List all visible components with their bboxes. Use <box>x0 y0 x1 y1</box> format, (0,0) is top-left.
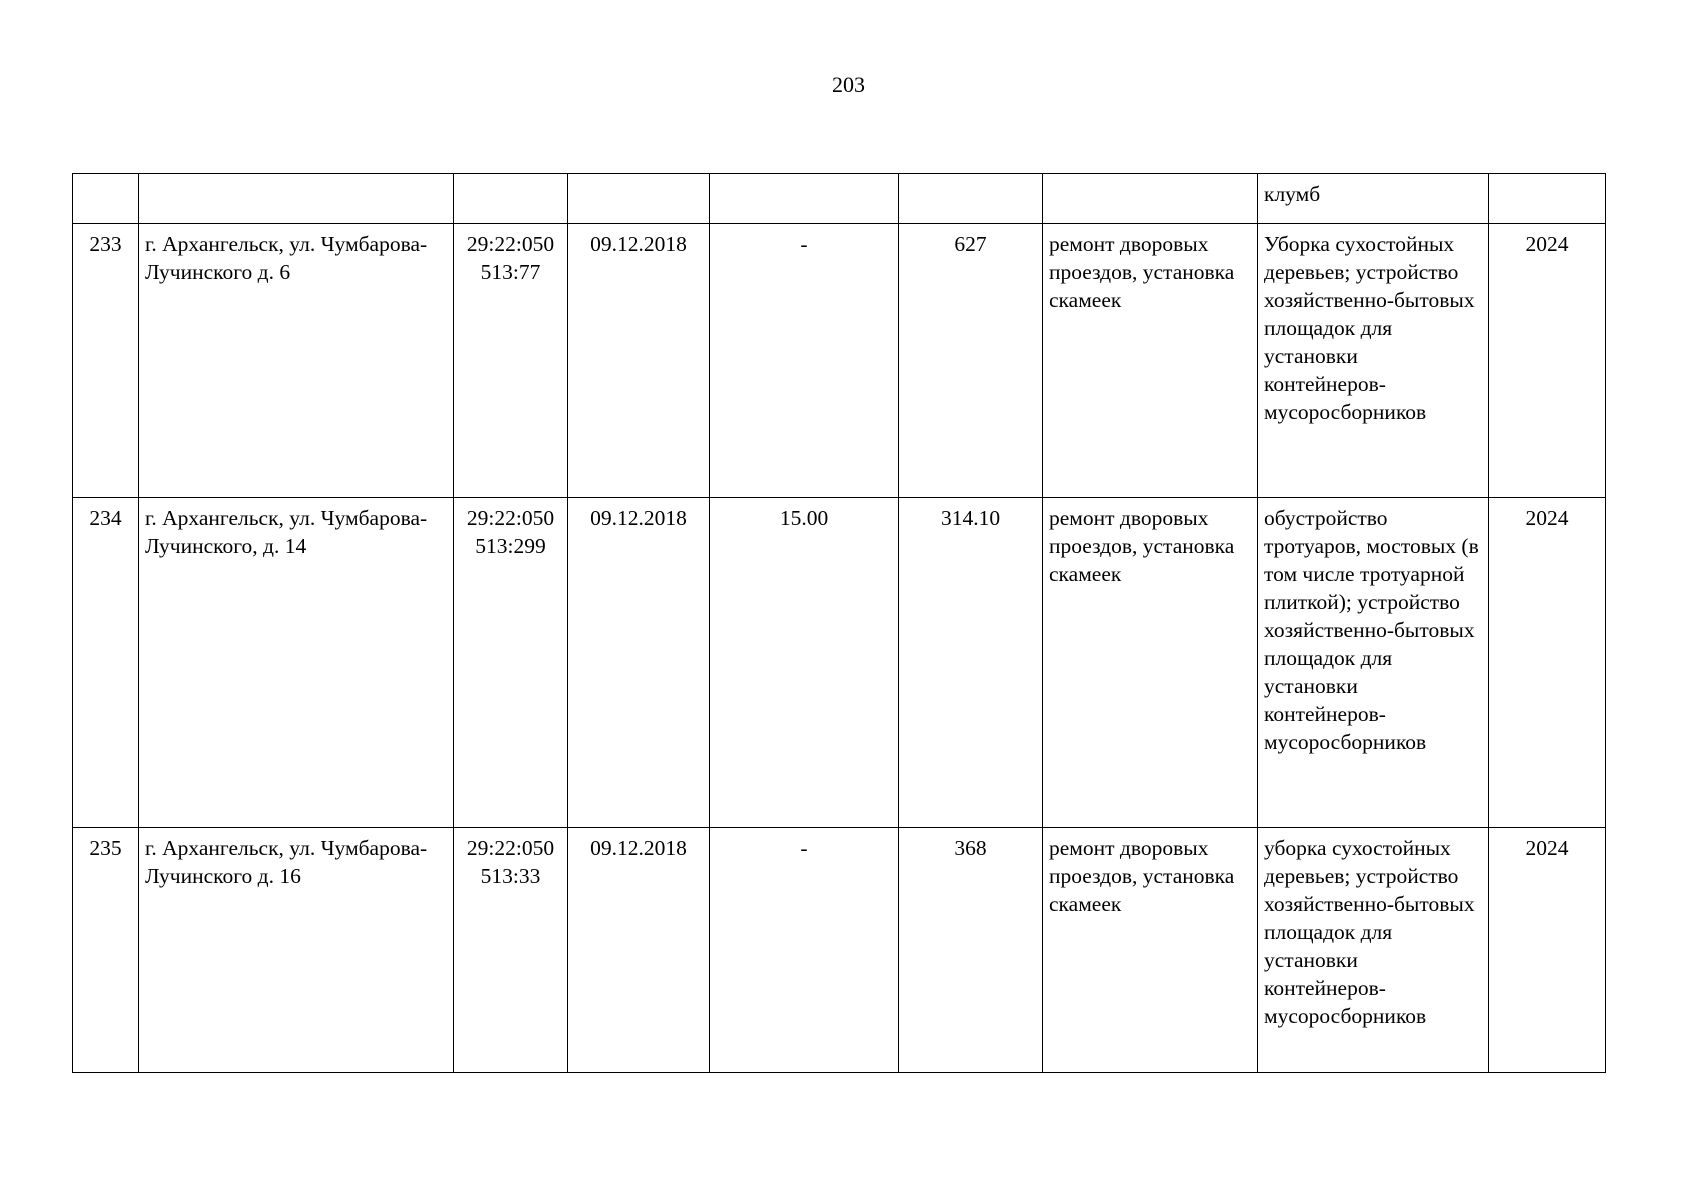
cell-year: 2024 <box>1489 224 1606 498</box>
cell-value-b <box>899 174 1043 224</box>
cell-date: 09.12.2018 <box>568 224 710 498</box>
cell-cadastral <box>454 174 568 224</box>
cell-address: г. Архангельск, ул. Чумбарова-Лучинского, д. 14 <box>139 498 454 828</box>
cell-value-b: 314.10 <box>899 498 1043 828</box>
cell-work-type-2: уборка сухостойных деревьев; устройство хозяйственно-бытовых площадок для установки контейнеров-мусоросборников <box>1258 828 1489 1073</box>
cell-date: 09.12.2018 <box>568 828 710 1073</box>
cell-number: 234 <box>73 498 139 828</box>
table-row <box>73 828 1606 1073</box>
cell-date <box>568 174 710 224</box>
cell-value-b: 368 <box>899 828 1043 1073</box>
cell-cadastral: 29:22:050 513:33 <box>454 828 568 1073</box>
cell-work-type-2: обустройство тротуаров, мостовых (в том числе тротуарной плиткой); устройство хозяйственно-бытовых площадок для установки контейнеров-мусоросборников <box>1258 498 1489 828</box>
cell-cadastral: 29:22:050 513:299 <box>454 498 568 828</box>
cell-work-type-1 <box>1043 174 1258 224</box>
cell-value-b: 627 <box>899 224 1043 498</box>
cell-address <box>139 174 454 224</box>
cell-year <box>1489 174 1606 224</box>
cell-year: 2024 <box>1489 498 1606 828</box>
data-table <box>72 173 1606 1073</box>
cell-work-type-1: ремонт дворовых проездов, установка скамеек <box>1043 224 1258 498</box>
cell-work-type-1: ремонт дворовых проездов, установка скамеек <box>1043 498 1258 828</box>
table-row <box>73 498 1606 828</box>
cell-number: 233 <box>73 224 139 498</box>
cell-year: 2024 <box>1489 828 1606 1073</box>
cell-work-type-1: ремонт дворовых проездов, установка скамеек <box>1043 828 1258 1073</box>
cell-date: 09.12.2018 <box>568 498 710 828</box>
cell-value-a: - <box>710 828 899 1073</box>
cell-work-type-2: клумб <box>1258 174 1489 224</box>
cell-work-type-2: Уборка сухостойных деревьев; устройство хозяйственно-бытовых площадок для установки контейнеров-мусоросборников <box>1258 224 1489 498</box>
table-row-continuation <box>73 174 1606 224</box>
cell-value-a: 15.00 <box>710 498 899 828</box>
cell-address: г. Архангельск, ул. Чумбарова-Лучинского д. 16 <box>139 828 454 1073</box>
page-number: 203 <box>832 72 865 97</box>
cell-value-a: - <box>710 224 899 498</box>
table-row <box>73 224 1606 498</box>
cell-number <box>73 174 139 224</box>
cell-cadastral: 29:22:050 513:77 <box>454 224 568 498</box>
cell-address: г. Архангельск, ул. Чумбарова-Лучинского д. 6 <box>139 224 454 498</box>
cell-value-a <box>710 174 899 224</box>
cell-number: 235 <box>73 828 139 1073</box>
